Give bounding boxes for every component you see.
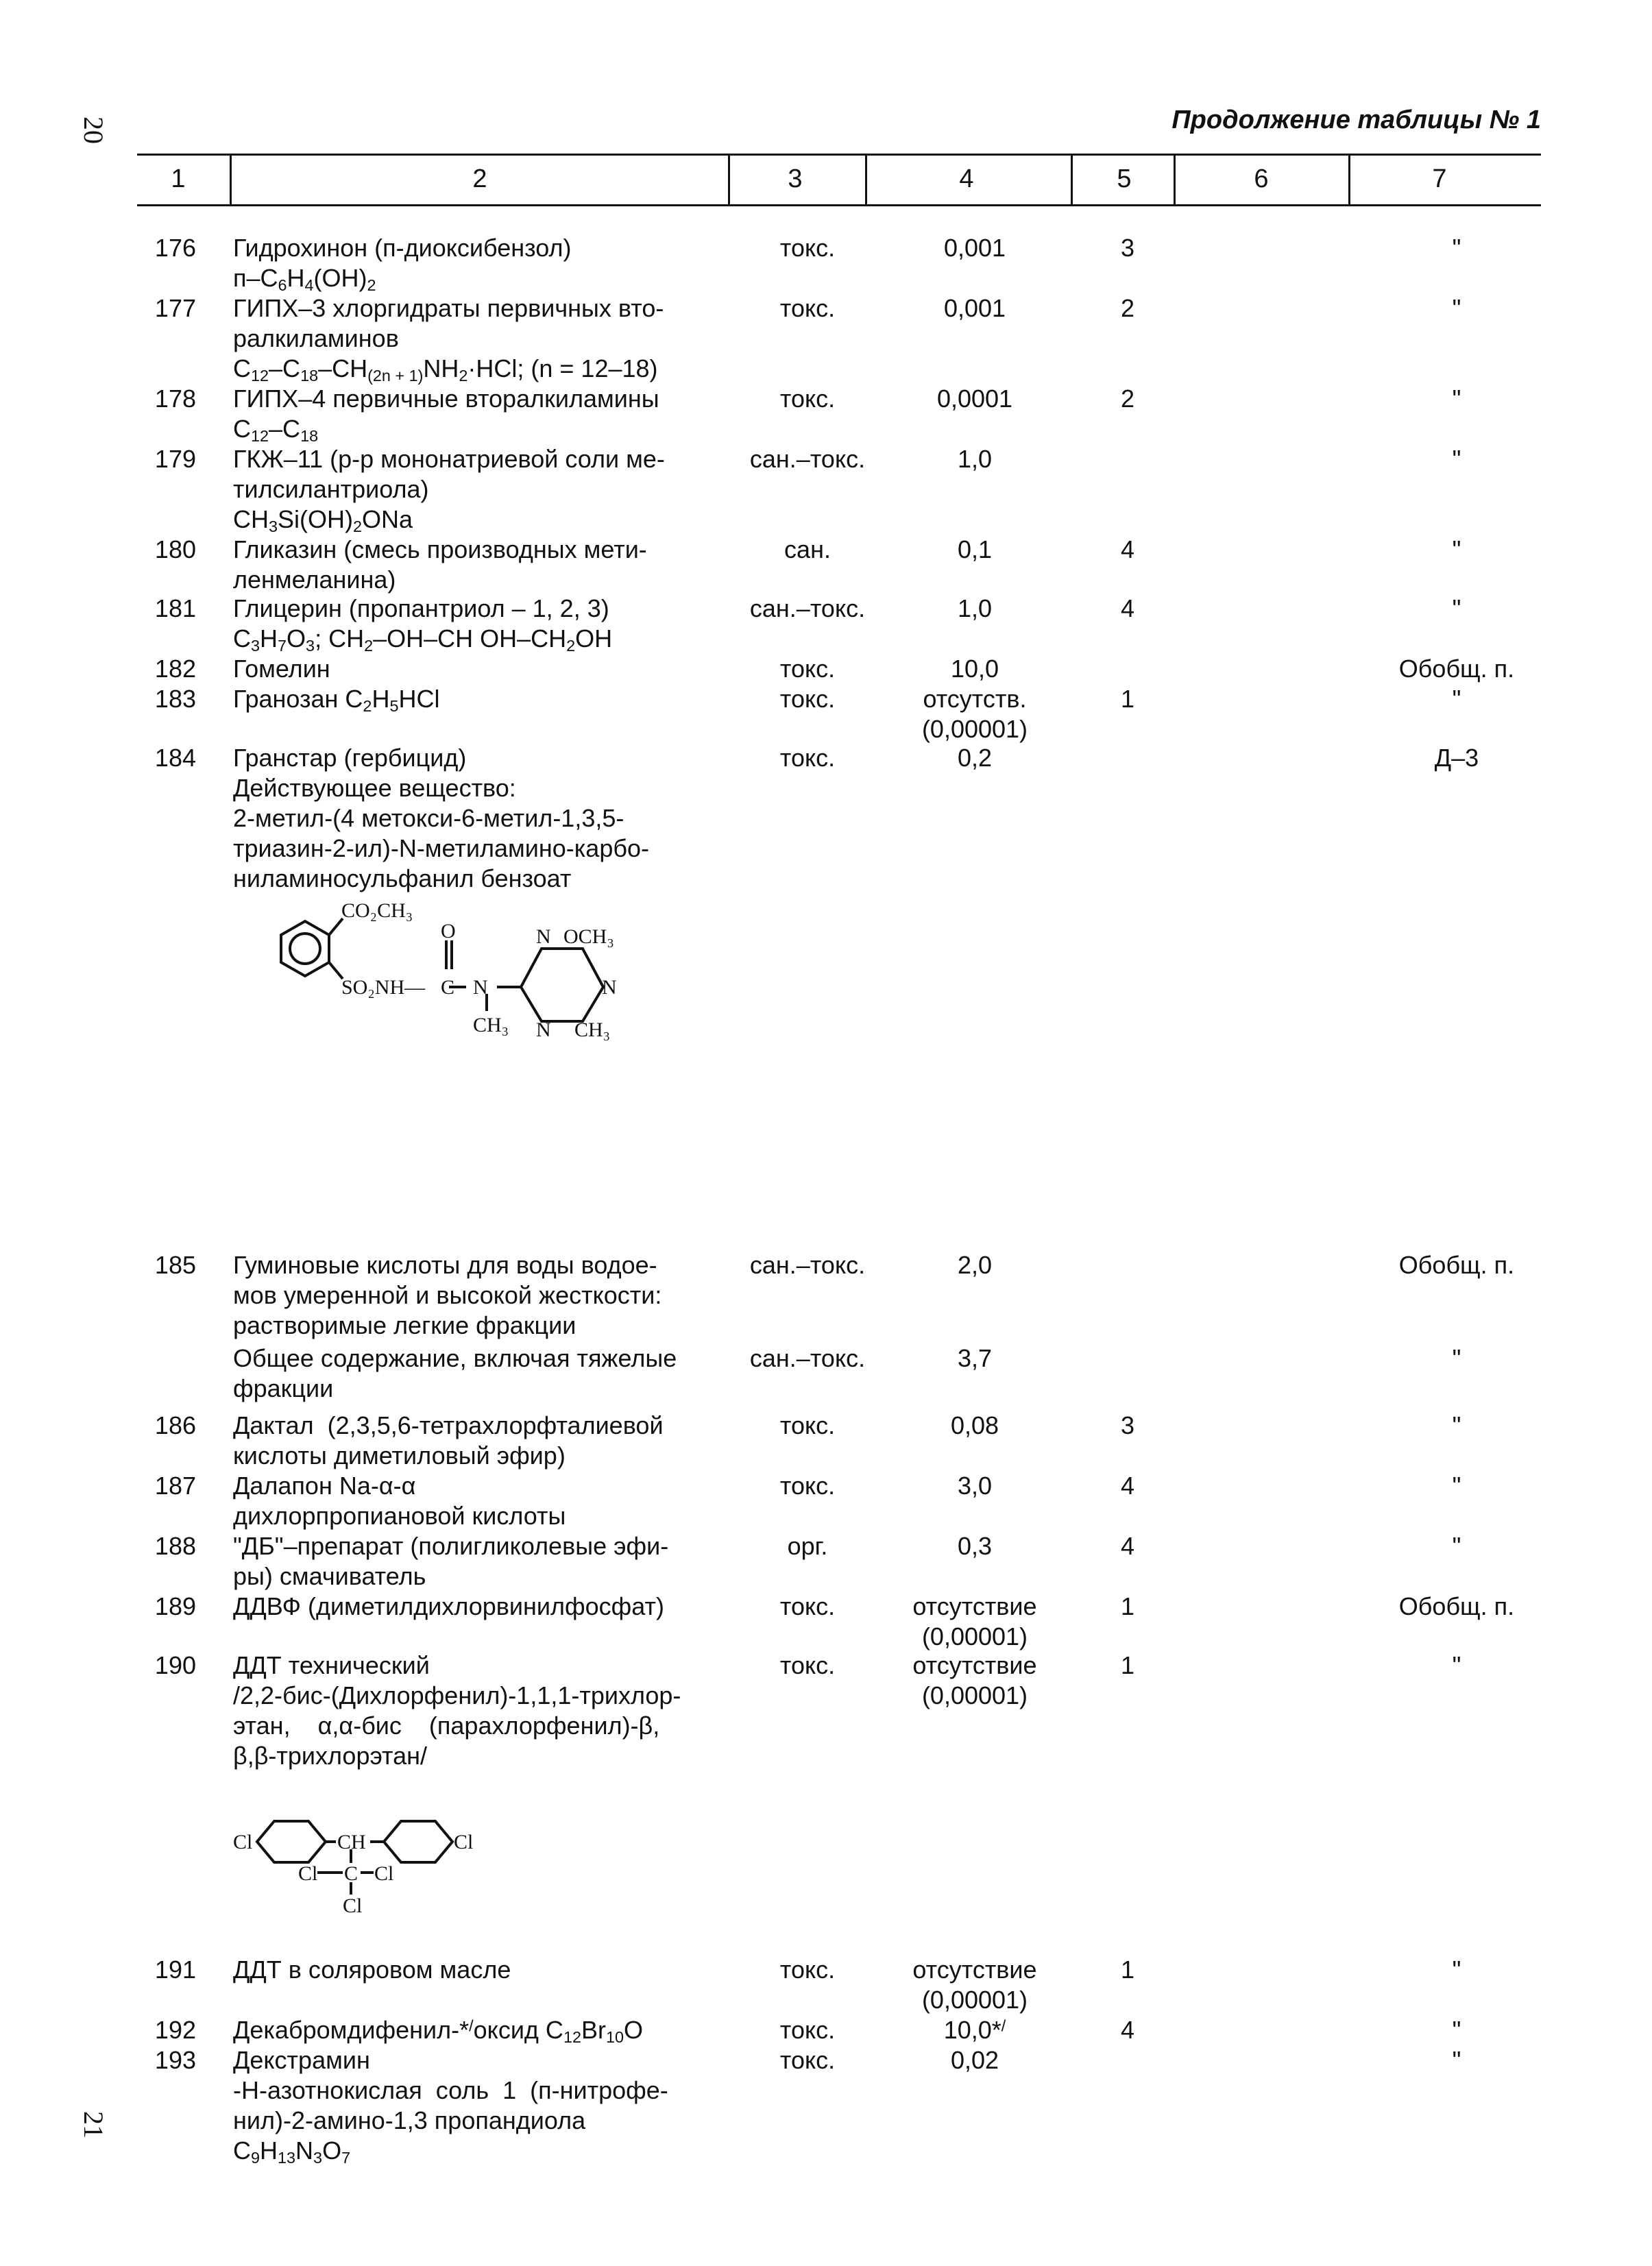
formula-ring-nitrogen: N [536,1019,551,1041]
name-line: тилсилантриола) [233,475,429,503]
name-line: дихлорпропиановой кислоты [233,1502,566,1530]
name-line: триазин-2-ил)-N-метиламино-карбо- [233,834,649,862]
substance-name [233,2045,716,2166]
analysis-method: " [1452,2046,1461,2074]
formula-nitrogen: N [473,976,488,999]
concentration: 10,0 [950,655,999,683]
header-divider [1071,155,1073,206]
row-number: 193 [154,2046,196,2074]
formula-chlorine: Cl [298,1862,318,1885]
name-line: "ДБ"–препарат (полигликолевые эфи- [233,1532,669,1560]
substance-name [233,1250,716,1341]
substance-name [233,444,716,535]
header-divider [1348,155,1350,206]
name-formula: $C_{12}-C_{18}$ [233,415,319,445]
name-line: ры) смачиватель [233,1562,426,1590]
substance-name: ДДТ в соляровом масле [233,1956,511,1984]
substance-name [233,594,716,654]
row-number: 181 [154,594,196,622]
structural-formula-ddt [233,1797,535,1934]
substance-name [233,384,716,444]
name-line: 2-метил-(4 метокси-6-метил-1,3,5- [233,804,624,832]
hazard-class: 4 [1120,1532,1135,1560]
substance-name [233,1343,716,1404]
concentration: 3,7 [957,1344,993,1372]
analysis-method: " [1452,1651,1461,1679]
concentration: 0,3 [957,1532,993,1560]
name-formula: $CH_3Si(OH)_2ONa$ [233,505,413,535]
row-number: 179 [154,445,196,473]
header-col-1: 1 [171,165,186,193]
hazard-indicator: токс. [779,1592,836,1620]
hazard-indicator: токс. [779,1411,836,1439]
concentration: 3,0 [957,1472,993,1500]
header-col-3: 3 [788,165,803,193]
substance-name: Гомелин [233,655,330,683]
structural-formula-granstar [240,891,692,1042]
hazard-indicator: сан. [784,535,831,563]
name-line: Гранстар (гербицид) [233,744,467,772]
hazard-indicator: орг. [787,1532,828,1560]
concentration: 1,0 [957,445,993,473]
row-number: 187 [154,1472,196,1500]
row-number: 182 [154,655,196,683]
hazard-indicator: сан.–токс. [749,594,866,622]
analysis-method: " [1452,445,1461,473]
name-line: Глицерин (пропантриол – 1, 2, 3) [233,594,609,622]
name-line: Гликазин (смесь производных мети- [233,535,647,563]
analysis-method: " [1452,1472,1461,1500]
analysis-method: " [1452,294,1461,322]
name-line: β,β-трихлорэтан/ [233,1742,428,1770]
hazard-class: 2 [1120,294,1135,322]
analysis-method: " [1452,535,1461,563]
hazard-class: 1 [1120,1956,1135,1984]
hazard-indicator: токс. [779,234,836,262]
name-line: Общее содержание, включая тяжелые [233,1344,677,1372]
hazard-indicator: токс. [779,2016,836,2044]
row-number: 188 [154,1532,196,1560]
formula-carbon: C [344,1862,359,1885]
hazard-indicator: токс. [779,294,836,322]
analysis-method: " [1452,1956,1461,1984]
name-line: ГИПХ–4 первичные вторалкиламины [233,385,659,413]
formula-ch3: CH₃ [574,1019,611,1041]
substance-name: Гранозан $C_2H_5HCl$ [233,685,440,715]
header-divider [1174,155,1176,206]
concentration: 0,08 [950,1411,999,1439]
analysis-method: " [1452,685,1461,713]
hazard-class: 3 [1120,234,1135,262]
hazard-indicator: токс. [779,385,836,413]
concentration: отсутств. (0,00001) [921,685,1028,743]
name-line: -Н-азотнокислая соль 1 (п-нитрофе- [233,2076,668,2104]
table-continuation-title: Продолжение таблицы № 1 [1171,106,1541,134]
substance-name [233,293,716,384]
hazard-indicator: токс. [779,655,836,683]
substance-name: ДДВФ (диметилдихлорвинилфосфат) [233,1592,664,1620]
concentration: 0,1 [957,535,993,563]
row-number: 191 [154,1956,196,1984]
hazard-class: 4 [1120,535,1135,563]
header-bottom-rule [137,204,1541,206]
name-line: Действующее вещество: [233,774,516,802]
name-line: ниламиносульфанил бензоат [233,864,572,892]
row-number: 177 [154,294,196,322]
formula-ring-nitrogen: N [602,976,617,999]
concentration: отсутствие (0,00001) [912,1592,1037,1650]
row-number: 192 [154,2016,196,2044]
hazard-class: 3 [1120,1411,1135,1439]
name-line: /2,2-бис-(Дихлорфенил)-1,1,1-трихлор- [233,1681,681,1709]
row-number: 176 [154,234,196,262]
analysis-method: " [1452,234,1461,262]
name-line: кислоты диметиловый эфир) [233,1441,566,1470]
name-line: мов умеренной и высокой жесткости: [233,1281,662,1309]
page-number-top: 20 [78,117,109,144]
substance-name [233,743,716,894]
substance-name [233,233,716,293]
formula-ring-nitrogen: N [536,925,551,948]
formula-och3: OCH₃ [563,925,614,948]
name-formula: $C_{12}-C_{18}-CH_{(2n + 1)}NH_2\cdot HCl$; (n = 12–18) [233,354,658,385]
analysis-method: " [1452,2016,1461,2044]
hazard-class: 4 [1120,2016,1135,2044]
concentration: 0,001 [943,294,1006,322]
analysis-method: " [1452,594,1461,622]
formula-carbon: C [441,976,455,999]
hazard-class: 1 [1120,1651,1135,1679]
hazard-indicator: токс. [779,2046,836,2074]
row-number: 186 [154,1411,196,1439]
concentration: 0,001 [943,234,1006,262]
formula-oxygen: O [441,920,456,942]
name-line: ГКЖ–11 (р-р мононатриевой соли ме- [233,445,665,473]
name-line: ДДТ технический [233,1651,430,1679]
substance-name [233,1531,716,1592]
concentration: 0,02 [950,2046,999,2074]
formula-chlorine: Cl [454,1831,474,1853]
formula-co2ch3: CO₂CH₃ [341,899,413,922]
analysis-method: " [1452,385,1461,413]
substance-name [233,1471,716,1531]
row-number: 180 [154,535,196,563]
header-divider [865,155,867,206]
row-number: 184 [154,744,196,772]
name-line: Гуминовые кислоты для воды водое- [233,1251,657,1279]
formula-chlorine: Cl [233,1831,253,1853]
hazard-indicator: сан.–токс. [749,445,866,473]
name-line: фракции [233,1374,334,1402]
analysis-method: " [1452,1411,1461,1439]
analysis-method: " [1452,1532,1461,1560]
concentration: 0,2 [957,744,993,772]
formula-chlorine: Cl [374,1862,394,1885]
concentration: отсутствие (0,00001) [912,1651,1037,1709]
analysis-method: Обобщ. п. [1398,1592,1515,1620]
hazard-class: 1 [1120,685,1135,713]
hazard-class: 4 [1120,594,1135,622]
page-number-bottom: 21 [78,2111,109,2139]
header-col-6: 6 [1254,165,1269,193]
name-line: ралкиламинов [233,324,399,352]
hazard-indicator: токс. [779,744,836,772]
formula-ch3: CH₃ [473,1014,509,1036]
hazard-indicator: токс. [779,1956,836,1984]
formula-chlorine: Cl [343,1895,363,1917]
substance-name [233,1411,716,1471]
hazard-indicator: сан.–токс. [749,1251,866,1279]
substance-name [233,535,716,595]
name-line: этан, α,α-бис (парахлорфенил)-β, [233,1711,660,1740]
header-col-5: 5 [1117,165,1132,193]
row-number: 183 [154,685,196,713]
hazard-class: 4 [1120,1472,1135,1500]
name-line: нил)-2-амино-1,3 пропандиола [233,2106,586,2134]
analysis-method: Обобщ. п. [1398,1251,1515,1279]
header-col-2: 2 [472,165,487,193]
analysis-method: " [1452,1344,1461,1372]
hazard-indicator: токс. [779,685,836,713]
concentration: отсутствие (0,00001) [912,1956,1037,2014]
substance-name: Декабромдифенил-*/оксид $C_{12}Br_{10}O$ [233,2016,644,2046]
header-divider [728,155,730,206]
concentration: 10,0*/ [943,2016,1006,2044]
concentration: 2,0 [957,1251,993,1279]
header-divider [230,155,232,206]
name-line: растворимые легкие фракции [233,1311,576,1339]
hazard-indicator: токс. [779,1651,836,1679]
row-number: 178 [154,385,196,413]
name-line: ленмеланина) [233,565,396,594]
header-col-7: 7 [1432,165,1447,193]
name-formula: $C_9H_{13}N_3O_7$ [233,2136,351,2167]
name-line: Далапон Na-α-α [233,1472,416,1500]
row-number: 189 [154,1592,196,1620]
header-top-rule [137,154,1541,156]
name-formula: $C_3H_7O_3$; $CH_2-OH-CH$ $OH-CH_2OH$ [233,624,613,655]
row-number: 185 [154,1251,196,1279]
concentration: 0,0001 [936,385,1013,413]
formula-so2nh: SO₂NH— [341,976,426,999]
name-line: Декстрамин [233,2046,370,2074]
hazard-indicator: токс. [779,1472,836,1500]
analysis-method: Д–3 [1434,744,1479,772]
name-line: Дактал (2,3,5,6-тетрахлорфталиевой [233,1411,664,1439]
formula-ch: CH [337,1831,366,1853]
name-formula: $п-C_6H_4(OH)_2$ [233,264,376,294]
hazard-class: 1 [1120,1592,1135,1620]
hazard-indicator: сан.–токс. [749,1344,866,1372]
header-col-4: 4 [959,165,974,193]
row-number: 190 [154,1651,196,1679]
name-line: ГИПХ–3 хлоргидраты первичных вто- [233,294,664,322]
analysis-method: Обобщ. п. [1398,655,1515,683]
name-line: Гидрохинон (п-диоксибензол) [233,234,572,262]
substance-name [233,1650,716,1771]
concentration: 1,0 [957,594,993,622]
hazard-class: 2 [1120,385,1135,413]
